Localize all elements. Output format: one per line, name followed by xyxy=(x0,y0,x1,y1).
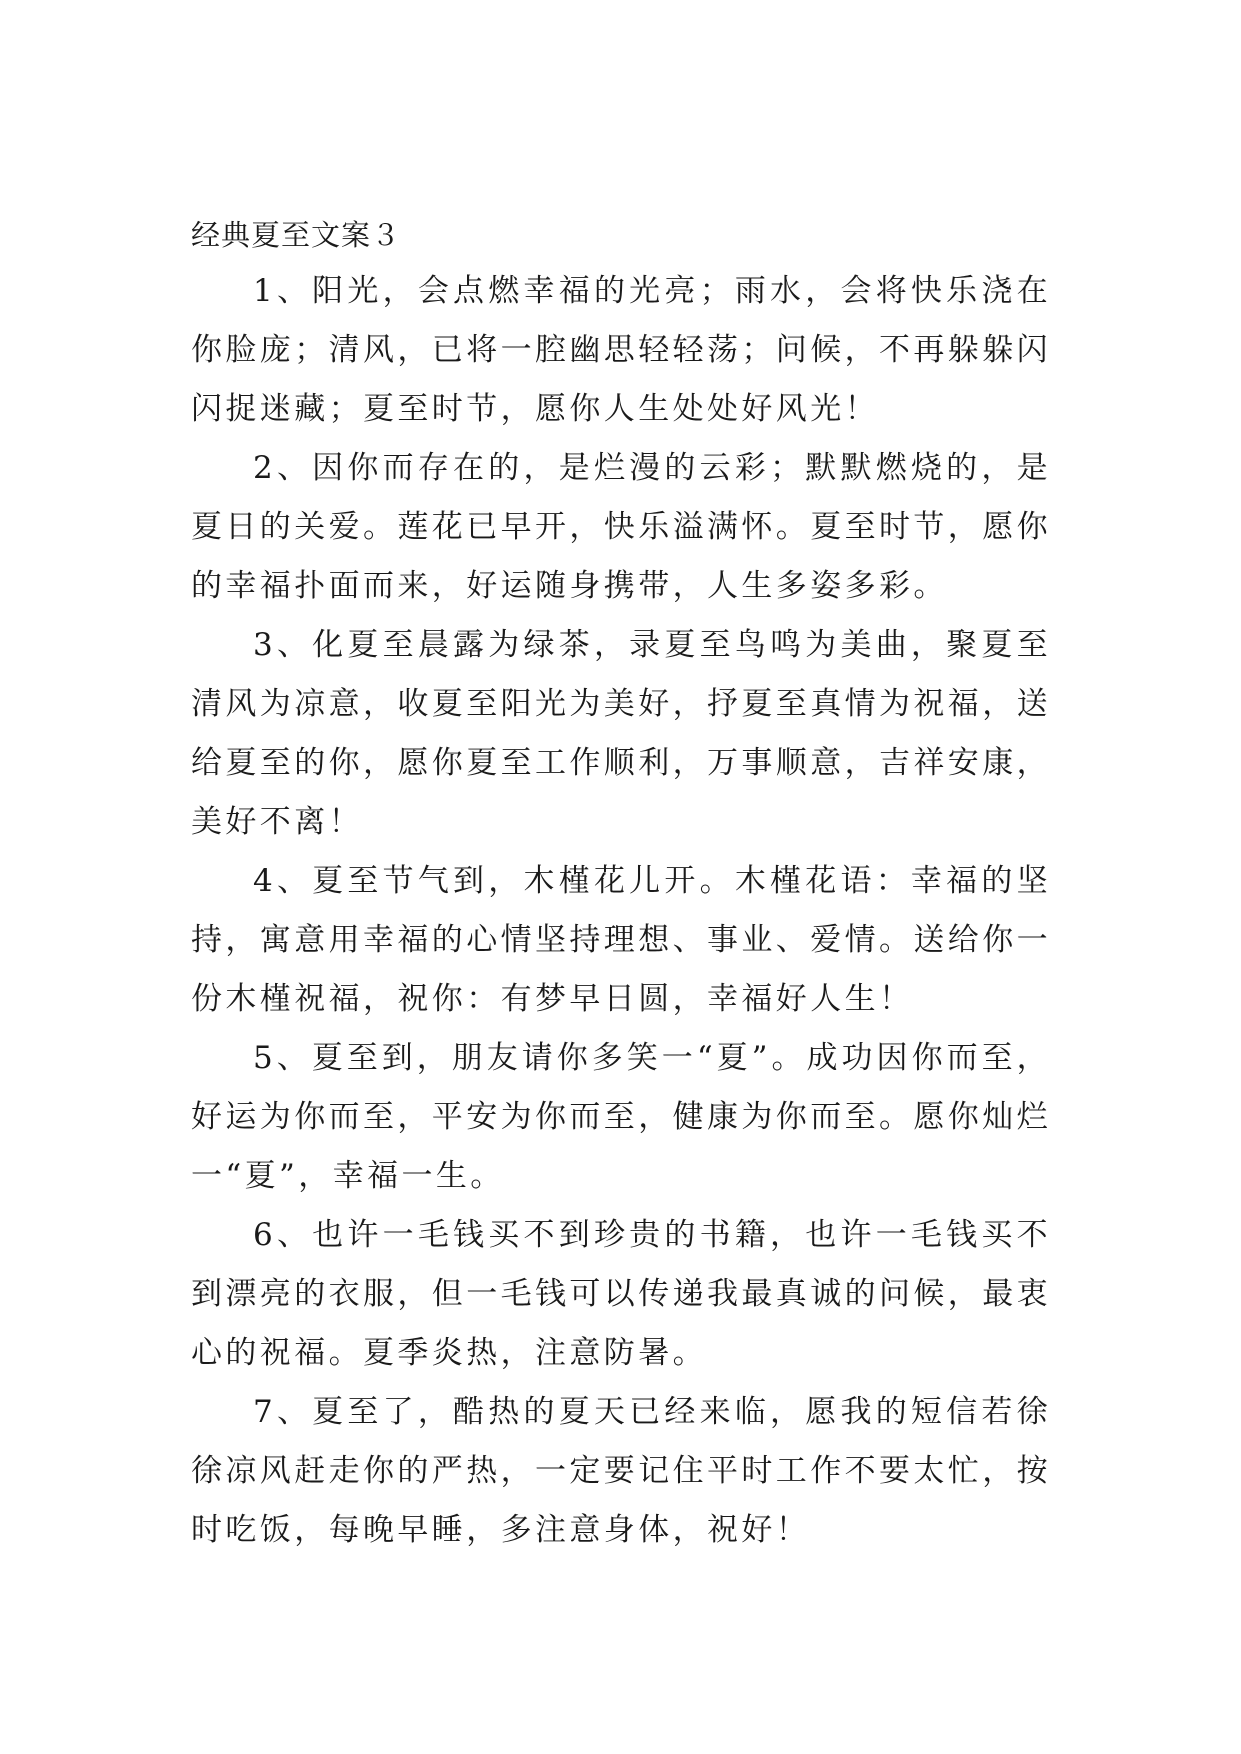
paragraph-6: 6、也许一毛钱买不到珍贵的书籍，也许一毛钱买不到漂亮的衣服，但一毛钱可以传递我最真诚的问候，最衷心的祝福。夏季炎热，注意防暑。 xyxy=(191,1217,1051,1371)
paragraph-2: 2、因你而存在的，是烂漫的云彩；默默燃烧的，是夏日的关爱。莲花已早开，快乐溢满怀。夏至时节，愿你的幸福扑面而来，好运随身携带，人生多姿多彩。 xyxy=(191,450,1051,604)
paragraph-3: 3、化夏至晨露为绿茶，录夏至鸟鸣为美曲，聚夏至清风为凉意，收夏至阳光为美好，抒夏至真情为祝福，送给夏至的你，愿你夏至工作顺利，万事顺意，吉祥安康，美好不离！ xyxy=(191,627,1051,840)
paragraph-5: 5、夏至到，朋友请你多笑一“夏”。成功因你而至，好运为你而至，平安为你而至，健康为你而至。愿你灿烂一“夏”，幸福一生。 xyxy=(191,1040,1051,1194)
paragraph-1: 1、阳光，会点燃幸福的光亮；雨水，会将快乐浇在你脸庞；清风，已将一腔幽思轻轻荡；问候，不再躲躲闪闪捉迷藏；夏至时节，愿你人生处处好风光！ xyxy=(191,273,1051,427)
document-title: 经典夏至文案３ xyxy=(191,218,402,252)
document-body xyxy=(191,216,1051,1560)
paragraph-4: 4、夏至节气到，木槿花儿开。木槿花语：幸福的坚持，寓意用幸福的心情坚持理想、事业、爱情。送给你一份木槿祝福，祝你：有梦早日圆，幸福好人生！ xyxy=(191,863,1051,1017)
paragraph-7: 7、夏至了，酷热的夏天已经来临，愿我的短信若徐徐凉风赶走你的严热，一定要记住平时工作不要太忙，按时吃饭，每晚早睡，多注意身体，祝好！ xyxy=(191,1394,1051,1548)
